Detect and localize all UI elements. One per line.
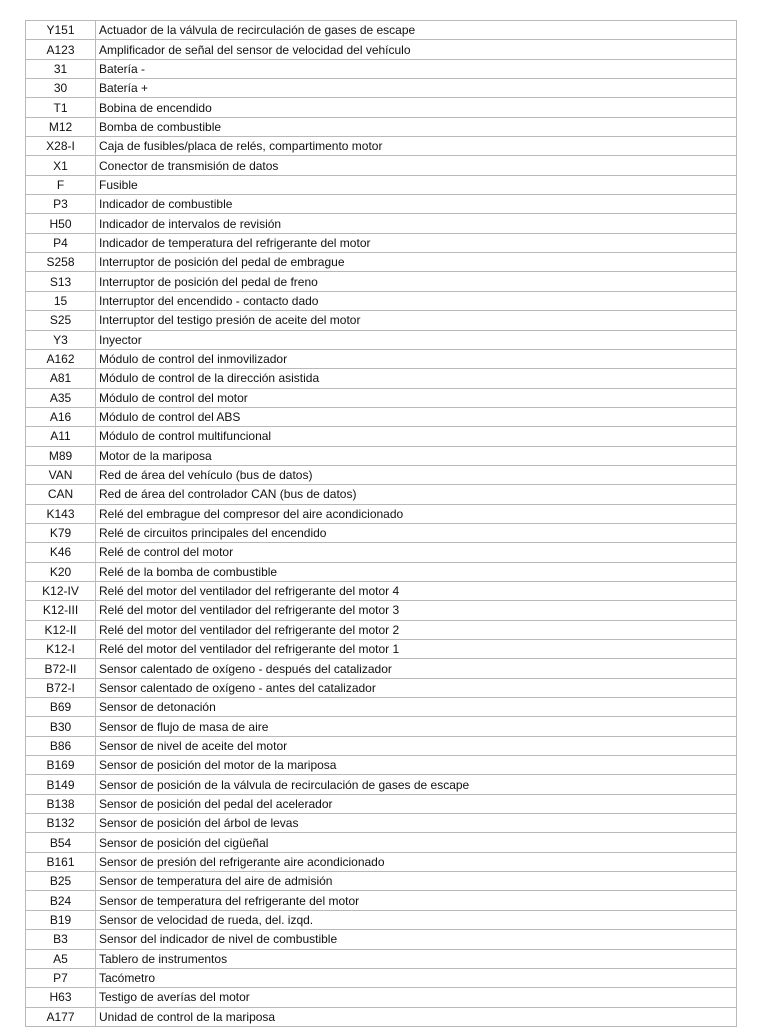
table-row — [26, 407, 737, 426]
component-description-cell: Caja de fusibles/placa de relés, compartimento motor — [96, 137, 737, 156]
component-code-cell: A35 — [26, 388, 96, 407]
component-description-cell: Sensor de flujo de masa de aire — [96, 717, 737, 736]
component-description-cell: Sensor de nivel de aceite del motor — [96, 736, 737, 755]
component-description-cell: Indicador de intervalos de revisión — [96, 214, 737, 233]
component-code-cell: B132 — [26, 814, 96, 833]
component-description-cell: Sensor calentado de oxígeno - antes del catalizador — [96, 678, 737, 697]
component-description-cell: Actuador de la válvula de recirculación de gases de escape — [96, 21, 737, 40]
table-row — [26, 1007, 737, 1026]
table-row — [26, 736, 737, 755]
table-row — [26, 523, 737, 542]
component-description-cell: Tablero de instrumentos — [96, 949, 737, 968]
component-code-cell: S25 — [26, 311, 96, 330]
component-description-cell: Sensor de velocidad de rueda, del. izqd. — [96, 910, 737, 929]
table-row — [26, 156, 737, 175]
table-row — [26, 581, 737, 600]
table-row — [26, 678, 737, 697]
component-code-cell: 30 — [26, 79, 96, 98]
table-row — [26, 988, 737, 1007]
component-code-cell: P7 — [26, 968, 96, 987]
component-code-cell: T1 — [26, 98, 96, 117]
component-code-cell: A162 — [26, 349, 96, 368]
component-code-cell: B3 — [26, 930, 96, 949]
component-code-cell: S258 — [26, 253, 96, 272]
component-code-cell: B24 — [26, 891, 96, 910]
table-row — [26, 98, 737, 117]
component-code-cell: S13 — [26, 272, 96, 291]
table-row — [26, 852, 737, 871]
component-code-cell: X28-I — [26, 137, 96, 156]
component-code-cell: B72-I — [26, 678, 96, 697]
component-code-cell: F — [26, 175, 96, 194]
component-code-cell: B161 — [26, 852, 96, 871]
component-description-cell: Interruptor del encendido - contacto dado — [96, 291, 737, 310]
component-description-cell: Relé de la bomba de combustible — [96, 562, 737, 581]
component-code-cell: M89 — [26, 446, 96, 465]
component-description-cell: Sensor de temperatura del aire de admisión — [96, 872, 737, 891]
table-row — [26, 21, 737, 40]
component-description-cell: Módulo de control del motor — [96, 388, 737, 407]
component-description-cell: Unidad de control de la mariposa — [96, 1007, 737, 1026]
component-description-cell: Sensor de presión del refrigerante aire acondicionado — [96, 852, 737, 871]
table-row — [26, 814, 737, 833]
component-description-cell: Relé de control del motor — [96, 543, 737, 562]
component-description-cell: Testigo de averías del motor — [96, 988, 737, 1007]
component-code-cell: X1 — [26, 156, 96, 175]
component-description-cell: Conector de transmisión de datos — [96, 156, 737, 175]
component-code-cell: A16 — [26, 407, 96, 426]
table-row — [26, 253, 737, 272]
table-row — [26, 794, 737, 813]
component-description-cell: Sensor calentado de oxígeno - después del catalizador — [96, 659, 737, 678]
table-row — [26, 175, 737, 194]
component-description-cell: Relé del embrague del compresor del aire acondicionado — [96, 504, 737, 523]
component-code-cell: 31 — [26, 59, 96, 78]
component-code-cell: M12 — [26, 117, 96, 136]
table-row — [26, 756, 737, 775]
table-row — [26, 640, 737, 659]
component-code-cell: A5 — [26, 949, 96, 968]
component-code-cell: K79 — [26, 523, 96, 542]
table-row — [26, 311, 737, 330]
component-code-cell: B69 — [26, 698, 96, 717]
component-code-cell: B25 — [26, 872, 96, 891]
table-row — [26, 291, 737, 310]
component-code-cell: B30 — [26, 717, 96, 736]
component-description-cell: Sensor de posición del cigüeñal — [96, 833, 737, 852]
table-row — [26, 620, 737, 639]
table-row — [26, 117, 737, 136]
table-row — [26, 485, 737, 504]
component-code-cell: H63 — [26, 988, 96, 1007]
component-description-cell: Sensor de detonación — [96, 698, 737, 717]
table-row — [26, 465, 737, 484]
table-row — [26, 891, 737, 910]
component-description-cell: Relé del motor del ventilador del refrigerante del motor 1 — [96, 640, 737, 659]
component-code-cell: K12-II — [26, 620, 96, 639]
table-row — [26, 659, 737, 678]
component-description-cell: Módulo de control multifuncional — [96, 427, 737, 446]
table-row — [26, 388, 737, 407]
table-row — [26, 272, 737, 291]
table-row — [26, 562, 737, 581]
component-code-cell: P4 — [26, 233, 96, 252]
component-description-cell: Interruptor del testigo presión de aceite del motor — [96, 311, 737, 330]
component-code-cell: K20 — [26, 562, 96, 581]
component-code-cell: K12-IV — [26, 581, 96, 600]
table-row — [26, 949, 737, 968]
table-row — [26, 195, 737, 214]
component-description-cell: Sensor de posición del pedal del acelerador — [96, 794, 737, 813]
component-description-cell: Relé del motor del ventilador del refrigerante del motor 3 — [96, 601, 737, 620]
table-row — [26, 833, 737, 852]
table-row — [26, 872, 737, 891]
table-row — [26, 910, 737, 929]
component-description-cell: Bomba de combustible — [96, 117, 737, 136]
component-description-cell: Amplificador de señal del sensor de velocidad del vehículo — [96, 40, 737, 59]
component-code-cell: B138 — [26, 794, 96, 813]
component-description-cell: Módulo de control de la dirección asistida — [96, 369, 737, 388]
component-code-cell: K46 — [26, 543, 96, 562]
table-row — [26, 717, 737, 736]
component-code-cell: VAN — [26, 465, 96, 484]
component-code-cell: Y151 — [26, 21, 96, 40]
table-row — [26, 775, 737, 794]
component-description-cell: Inyector — [96, 330, 737, 349]
table-row — [26, 930, 737, 949]
table-row — [26, 330, 737, 349]
component-code-cell: A11 — [26, 427, 96, 446]
component-description-cell: Batería - — [96, 59, 737, 78]
component-code-cell: B54 — [26, 833, 96, 852]
table-row — [26, 59, 737, 78]
component-code-cell: A123 — [26, 40, 96, 59]
component-description-cell: Tacómetro — [96, 968, 737, 987]
component-description-cell: Módulo de control del ABS — [96, 407, 737, 426]
table-row — [26, 40, 737, 59]
component-description-cell: Indicador de combustible — [96, 195, 737, 214]
table-row — [26, 349, 737, 368]
table-row — [26, 446, 737, 465]
component-description-cell: Relé del motor del ventilador del refrigerante del motor 2 — [96, 620, 737, 639]
component-description-cell: Sensor del indicador de nivel de combustible — [96, 930, 737, 949]
component-code-cell: B86 — [26, 736, 96, 755]
component-code-cell: Y3 — [26, 330, 96, 349]
component-code-cell: 15 — [26, 291, 96, 310]
component-description-cell: Relé del motor del ventilador del refrigerante del motor 4 — [96, 581, 737, 600]
component-description-cell: Sensor de posición de la válvula de recirculación de gases de escape — [96, 775, 737, 794]
component-code-cell: K143 — [26, 504, 96, 523]
component-description-cell: Interruptor de posición del pedal de freno — [96, 272, 737, 291]
component-code-cell: B169 — [26, 756, 96, 775]
table-row — [26, 137, 737, 156]
component-legend-table — [25, 20, 737, 1027]
component-code-cell: P3 — [26, 195, 96, 214]
table-row — [26, 369, 737, 388]
component-code-cell: B72-II — [26, 659, 96, 678]
component-code-cell: B19 — [26, 910, 96, 929]
table-row — [26, 214, 737, 233]
table-row — [26, 233, 737, 252]
component-code-cell: B149 — [26, 775, 96, 794]
component-code-cell: H50 — [26, 214, 96, 233]
component-code-cell: A177 — [26, 1007, 96, 1026]
component-description-cell: Interruptor de posición del pedal de embrague — [96, 253, 737, 272]
component-description-cell: Sensor de temperatura del refrigerante del motor — [96, 891, 737, 910]
table-row — [26, 427, 737, 446]
component-code-cell: K12-I — [26, 640, 96, 659]
table-row — [26, 504, 737, 523]
legend-table-body — [26, 21, 737, 1027]
component-code-cell: A81 — [26, 369, 96, 388]
component-description-cell: Motor de la mariposa — [96, 446, 737, 465]
table-row — [26, 601, 737, 620]
table-row — [26, 79, 737, 98]
component-description-cell: Fusible — [96, 175, 737, 194]
component-code-cell: CAN — [26, 485, 96, 504]
component-code-cell: K12-III — [26, 601, 96, 620]
component-description-cell: Batería + — [96, 79, 737, 98]
component-description-cell: Indicador de temperatura del refrigerante del motor — [96, 233, 737, 252]
table-row — [26, 543, 737, 562]
component-description-cell: Módulo de control del inmovilizador — [96, 349, 737, 368]
component-description-cell: Relé de circuitos principales del encendido — [96, 523, 737, 542]
component-description-cell: Red de área del vehículo (bus de datos) — [96, 465, 737, 484]
component-description-cell: Bobina de encendido — [96, 98, 737, 117]
table-row — [26, 968, 737, 987]
component-description-cell: Sensor de posición del motor de la mariposa — [96, 756, 737, 775]
table-row — [26, 698, 737, 717]
component-description-cell: Sensor de posición del árbol de levas — [96, 814, 737, 833]
component-description-cell: Red de área del controlador CAN (bus de datos) — [96, 485, 737, 504]
